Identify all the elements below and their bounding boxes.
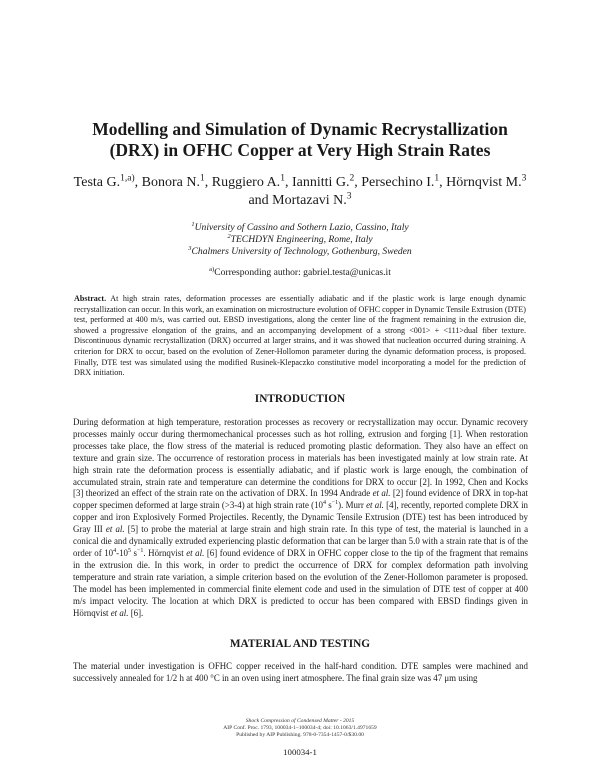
author-name: Hörnqvist M. [446, 175, 522, 190]
footer-publisher: Published by AIP Publishing. 978-0-7354-1457-0/$30.00 [236, 732, 364, 739]
author-name: and Mortazavi N. [248, 193, 347, 208]
author-list [60, 174, 540, 210]
author-affiliation-mark: 2 [349, 173, 355, 184]
author-affiliation-mark: 3 [521, 173, 527, 184]
title-line-1: Modelling and Simulation of Dynamic Recrystallization [92, 119, 508, 139]
affiliations [60, 222, 540, 258]
author-name: Ruggiero A. [211, 175, 281, 190]
page-footer [150, 718, 450, 740]
author-name: Persechino I. [361, 175, 435, 190]
author-affiliation-mark: 1 [199, 173, 205, 184]
introduction-paragraph: During deformation at high temperature, restoration processes as recovery or recrystallization may occur. Dynamic recovery processes mainly occur during thermomechanical processes such as hot rolling, extrusion and forging [1]. When restoration processes take place, the flow stress of the material is reduced promoting plastic deformation. They also have an effect on texture and grain size. The occurrence of restoration process in materials has been investigated mainly at low strain rate. At high strain rate the deformation process is essentially adiabatic, and if plastic work is large enough, the combination of accumulated strain, strain rate and temperature can determine the conditions for DRX to occur [2]. In 1992, Chen and Kocks [3] theorized an effect of the strain rate on the activation of DRX. In 1994 Andrade et al. [2] found evidence of DRX in top-hat copper specimen deformed at large strain (>3-4) at high strain rate ($10^4$ $s^{-1}$). Murr et al. [4], recently, reported complete DRX in copper and iron Explosively Formed Projectiles. Recently, the Dynamic Tensile Extrusion (DTE) test has been introduced by Gray III et al. [5] to probe the material at large strain and high strain rate. In this type of test, the material is launched in a conical die and dynamically extruded experiencing plastic deformation that can be larger than 5.0 with a strain rate that is of the order of $10^4-10^5$ $s^{-1}$. Hörnqvist et al. [6] found evidence of DRX in OFHC copper close to the tip of the fragment that remains in the extrusion die. In this work, in order to predict the occurrence of DRX for complex deformation path involving temperature and strain rate variation, a simple criterion based on the evolution of the Zener-Hollomon parameter is proposed. The model has been implemented in commercial finite element code and used in the simulation of DTE test of copper at 400 m/s impact velocity. The location at which DRX is predicted to occur has been compared with EBSD findings given in Hörnqvist et al. [6]. [73, 417, 529, 618]
affiliation-item: $^3$Chalmers University of Technology, Gothenburg, Sweden [188, 244, 412, 257]
abstract-text: At high strain rates, deformation processes are essentially adiabatic and if the plastic work is large enough dynamic recrystallization can occur. In this work, an examination on microstructure evolution of OFHC copper in Dynamic Tensile Extrusion (DTE) test, performed at 400 m/s, was carried out. EBSD investigations, along the center line of the fragment remaining in the extrusion die, showed a progressive elongation of the grains, and an accompanying development of a strong <001> + <111>dual fiber texture. Discontinuous dynamic recrystallization (DRX) occurred at larger strains, and it was showed that nucleation occurred during straining. A criterion for DRX to occur, based on the evolution of Zener-Hollomon parameter during the dynamic deformation process, is proposed. Finally, DTE test was simulated using the modified Rusinek-Klepaczko constitutive model incorporating a model for the prediction of DRX initiation. [74, 294, 526, 378]
author-affiliation-mark: 1,a) [120, 173, 135, 184]
author-name: Testa G. [73, 175, 121, 190]
affiliation-item: $^2$TECHDYN Engineering, Rome, Italy [227, 232, 373, 245]
author-name: Bonora N. [141, 175, 200, 190]
abstract-label: Abstract. [74, 294, 107, 303]
author-line-2 [60, 192, 540, 210]
abstract [74, 294, 526, 379]
corresponding-author: $^{a)}$Corresponding author: gabriel.testa@unicas.it [209, 265, 391, 278]
section-heading-material-and-testing: MATERIAL AND TESTING [229, 638, 371, 650]
footer-citation: AIP Conf. Proc. 1793, 100034-1–100034-4; doi: 10.1063/1.4971659 [223, 725, 377, 732]
affiliation-item: $^1$University of Cassino and Sothern Lazio, Cassino, Italy [191, 220, 409, 233]
author-affiliation-mark: 3 [346, 191, 352, 202]
author-affiliation-mark: 1 [434, 173, 440, 184]
material-paragraph: The material under investigation is OFHC copper received in the half-hard condition. DTE samples were machined and successively annealed for 1/2 h at 400 °C in an oven using inert atmosphere. The final grain size was 47 μm using [73, 661, 528, 683]
title-line-2: (DRX) in OFHC Copper at Very High Strain Rates [109, 140, 491, 160]
paper-title [60, 119, 540, 161]
author-line-1: Testa G.$^{1,a)}$, Bonora N.$^1$, Ruggiero A.$^1$, Iannitti G.$^2$, Persechino I.$^1$, Hörnqvist M.$^3$ [73, 173, 527, 190]
page-number: 100034-1 [283, 747, 317, 757]
footer-journal: Shock Compression of Condensed Matter - 2015 [245, 718, 355, 724]
author-affiliation-mark: 1 [280, 173, 285, 184]
author-name: Iannitti G. [291, 175, 350, 190]
section-heading-introduction: INTRODUCTION [254, 393, 346, 405]
